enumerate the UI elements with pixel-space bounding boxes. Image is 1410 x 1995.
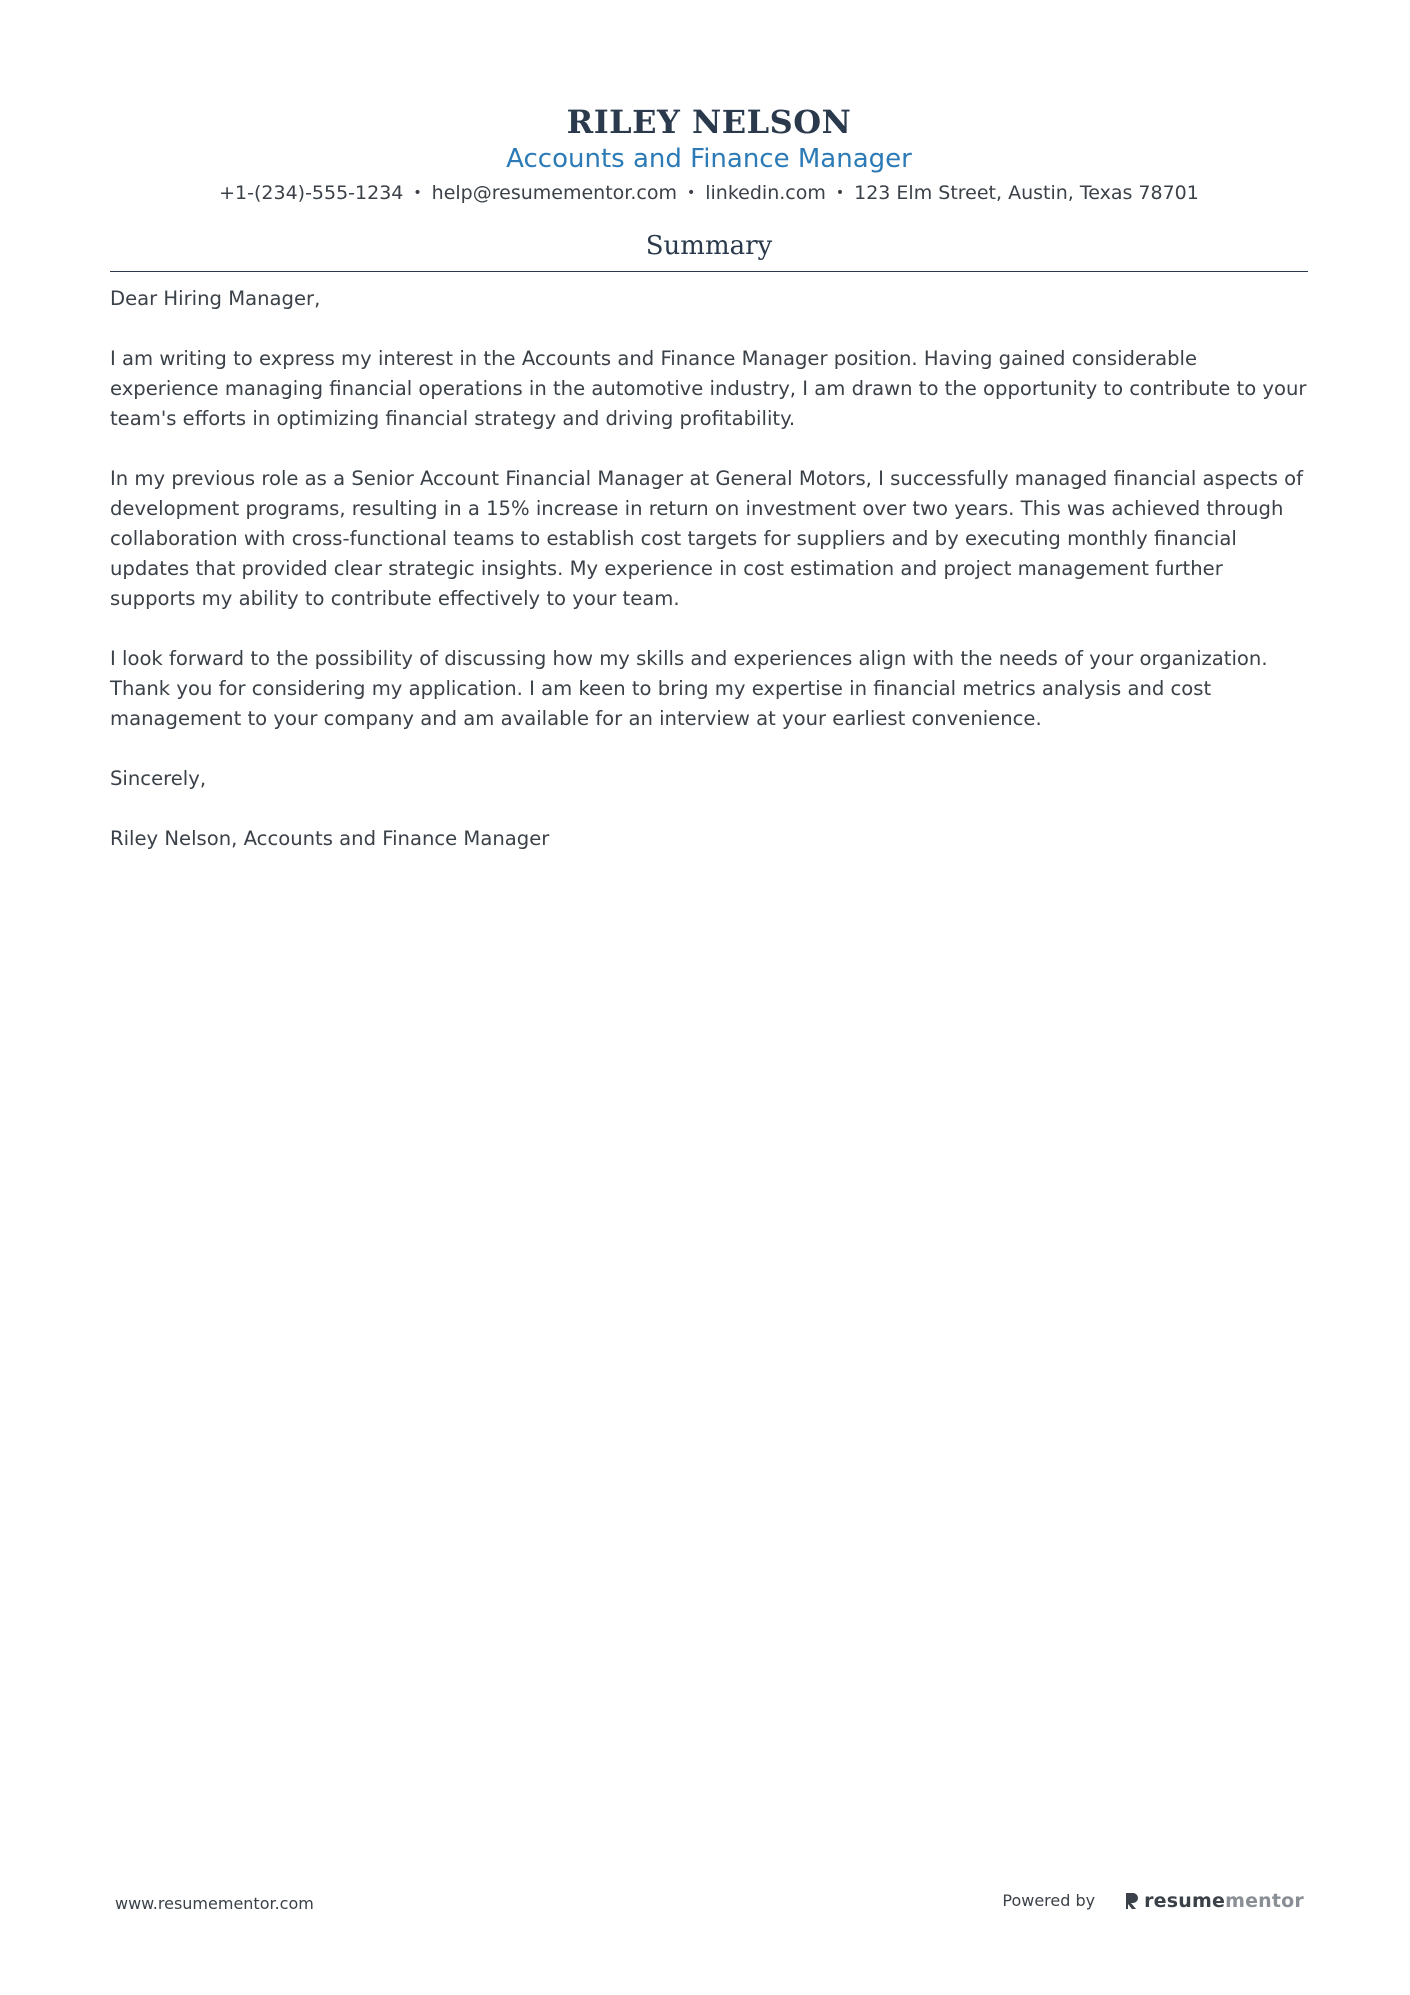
- brand-text-resume: resume: [1144, 1890, 1226, 1912]
- contact-line: [110, 178, 1308, 208]
- candidate-job-title: Accounts and Finance Manager: [506, 144, 912, 174]
- contact-separator: •: [413, 185, 422, 201]
- letter-body: [110, 284, 1308, 884]
- resume-header: [110, 100, 1308, 208]
- contact-linkedin[interactable]: linkedin.com: [705, 182, 826, 204]
- contact-separator: •: [835, 185, 845, 201]
- section-divider: [110, 271, 1308, 272]
- letter-greeting: Dear Hiring Manager,: [110, 287, 321, 310]
- letter-closing: Sincerely,: [110, 767, 207, 790]
- contact-separator: •: [686, 185, 696, 201]
- resumementor-logo[interactable]: [1125, 1889, 1304, 1913]
- contact-phone: +1-(234)-555-1234: [219, 182, 404, 204]
- footer-branding: [1002, 1889, 1304, 1913]
- letter-paragraph: I am writing to express my interest in the Accounts and Finance Manager position. Having gained considerable experience managing financial operations in the automotive industry, I am drawn to the opportunity to contribute to your team's efforts in optimizing financial strategy and driving profitability.: [110, 347, 1307, 430]
- candidate-name: RILEY NELSON: [566, 103, 852, 141]
- brand-text-mentor: mentor: [1225, 1890, 1304, 1912]
- letter-paragraph: In my previous role as a Senior Account Financial Manager at General Motors, I successfully managed financial aspects of development programs, resulting in a 15% increase in return on investment over two years. This was achieved through collaboration with cross-functional teams to establish cost targets for suppliers and by executing monthly financial updates that provided clear strategic insights. My experience in cost estimation and project management further supports my ability to contribute effectively to your team.: [110, 467, 1304, 610]
- letter-signature: Riley Nelson, Accounts and Finance Manager: [110, 827, 550, 850]
- contact-address: 123 Elm Street, Austin, Texas 78701: [854, 182, 1199, 204]
- footer-website[interactable]: www.resumementor.com: [115, 1894, 314, 1913]
- contact-email[interactable]: help@resumementor.com: [431, 182, 677, 204]
- resumementor-logo-icon: [1125, 1892, 1139, 1910]
- powered-by-label: Powered by: [1002, 1891, 1096, 1910]
- section-title-summary: Summary: [645, 231, 773, 261]
- letter-paragraph: I look forward to the possibility of discussing how my skills and experiences align with the needs of your organization. Thank you for considering my application. I am keen to bring my expertise in financial metrics analysis and cost management to your company and am available for an interview at your earliest convenience.: [110, 647, 1268, 730]
